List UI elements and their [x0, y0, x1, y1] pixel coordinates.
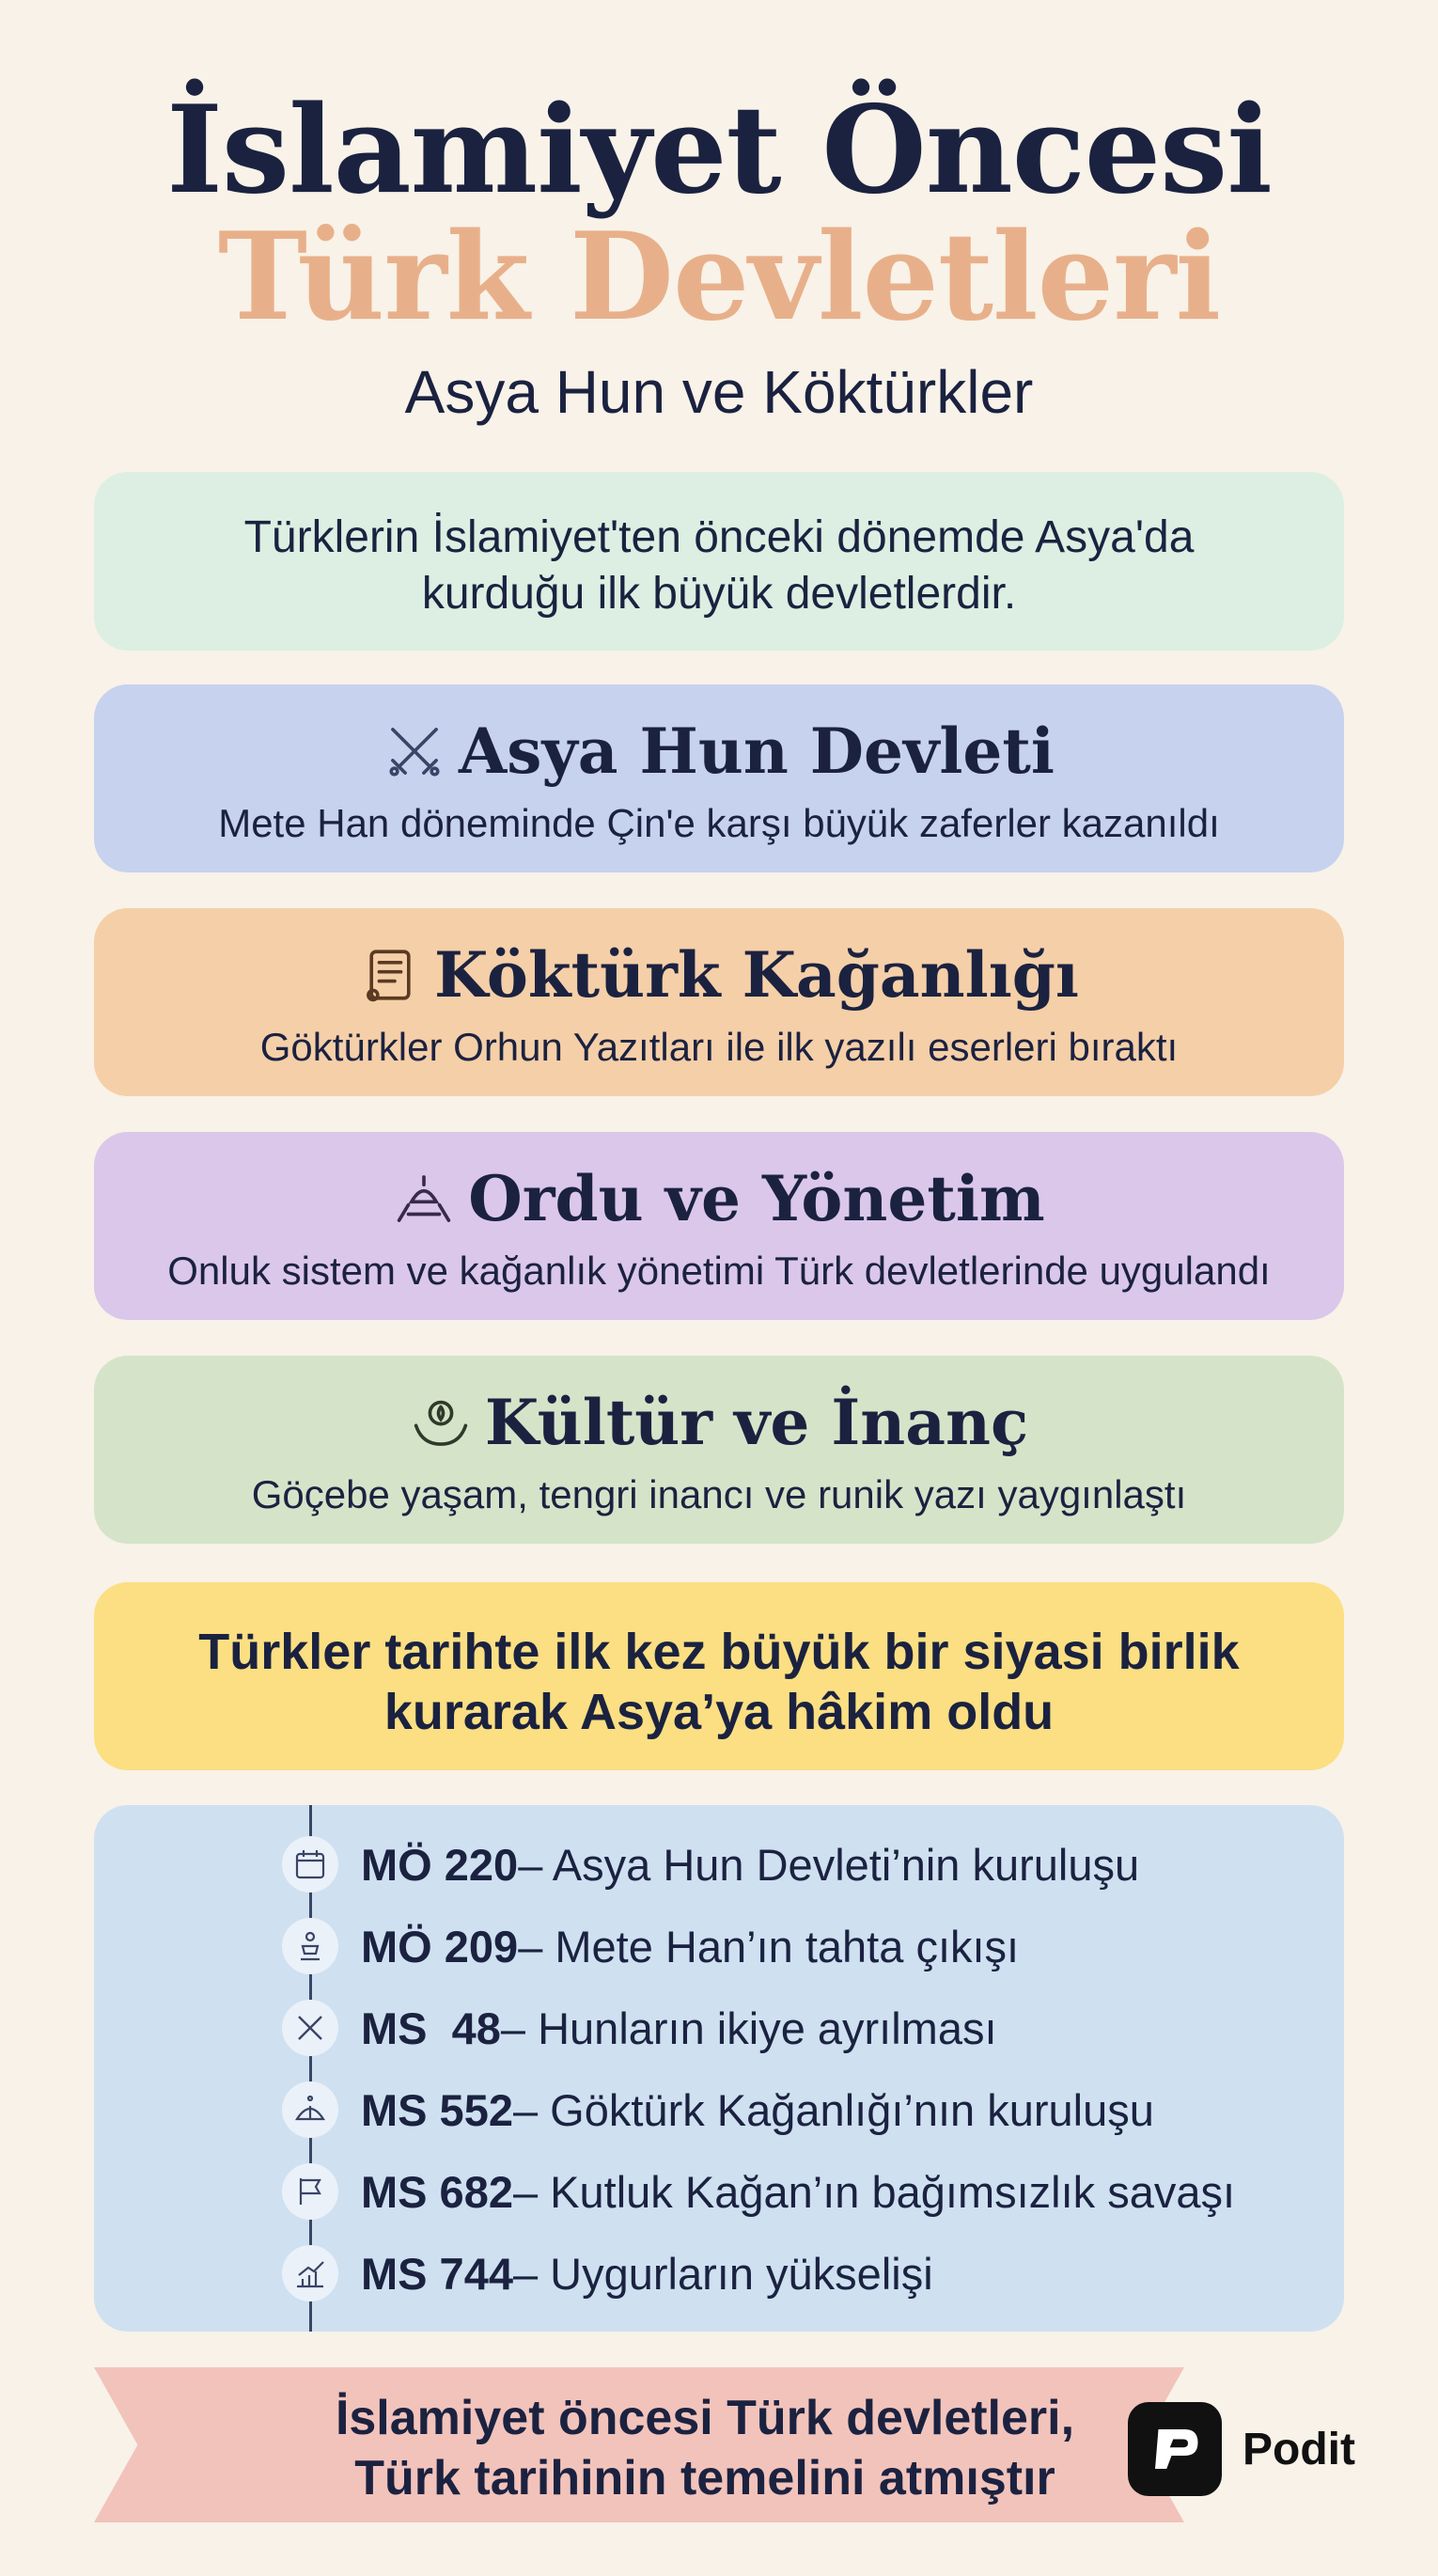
topic-title: Ordu ve Yönetim [468, 1162, 1045, 1235]
page-title-line2: Türk Devletleri [217, 207, 1221, 348]
topic-desc: Onluk sistem ve kağanlık yönetimi Türk devletlerinde uygulandı [167, 1249, 1271, 1293]
timeline-item [282, 2240, 933, 2306]
timeline-text: – Uygurların yükselişi [512, 2248, 933, 2299]
timeline-text: – Asya Hun Devleti’nin kuruluşu [518, 1839, 1140, 1890]
page-title-line1: İslamiyet Öncesi [166, 80, 1272, 221]
topic-desc: Göktürkler Orhun Yazıtları ile ilk yazılı eserleri bıraktı [259, 1025, 1179, 1069]
timeline-item [282, 2159, 1235, 2224]
timeline-item [282, 1995, 997, 2061]
brand-logo-icon [1128, 2402, 1222, 2496]
calendar-icon [291, 1846, 329, 1883]
topic-title: Asya Hun Devleti [459, 715, 1055, 788]
timeline-text: – Kutluk Kağan’ın bağımsızlık savaşı [512, 2166, 1236, 2217]
page-subtitle: Asya Hun ve Köktürkler [404, 358, 1034, 426]
highlight-line1: Türkler tarihte ilk kez büyük bir siyasi birlik [198, 1624, 1240, 1680]
topic-card-ordu [94, 1132, 1344, 1320]
intro-card [94, 472, 1344, 651]
timeline-card [94, 1805, 1344, 2332]
intro-line1: Türklerin İslamiyet'ten önceki dönemde Asya'da [243, 512, 1195, 562]
yurt-icon [291, 2091, 329, 2128]
highlight-card [94, 1582, 1344, 1770]
topic-card-kultur [94, 1356, 1344, 1544]
scroll-icon [359, 944, 421, 1006]
timeline-year: MS 552 [361, 2084, 513, 2135]
rising-chart-icon [291, 2254, 329, 2292]
intro-line2: kurduğu ilk büyük devletlerdir. [421, 569, 1017, 619]
throne-icon [291, 1927, 329, 1965]
timeline-text: – Hunların ikiye ayrılması [500, 2003, 997, 2053]
timeline-item [282, 2077, 1154, 2143]
topic-card-kokturk [94, 908, 1344, 1096]
timeline-year: MÖ 209 [361, 1921, 519, 1971]
flag-icon [291, 2173, 329, 2210]
topic-desc: Mete Han döneminde Çin'e karşı büyük zaferler kazanıldı [218, 801, 1220, 845]
timeline-year: MS 48 [361, 2003, 501, 2053]
topic-card-asya-hun [94, 684, 1344, 872]
footer-line1: İslamiyet öncesi Türk devletleri, [335, 2391, 1075, 2445]
timeline-year: MÖ 220 [361, 1839, 519, 1890]
brand-name: Podit [1243, 2425, 1355, 2474]
topic-desc: Göçebe yaşam, tengri inancı ve runik yazı yaygınlaştı [251, 1472, 1187, 1516]
footer-line2: Türk tarihinin temelini atmıştır [354, 2451, 1055, 2505]
crossed-swords-icon [383, 720, 445, 782]
timeline-item [282, 1913, 1019, 1979]
timeline-year: MS 682 [361, 2166, 513, 2217]
crossed-swords-icon [291, 2009, 329, 2047]
hands-flame-icon [410, 1391, 472, 1453]
army-helmet-icon [393, 1168, 455, 1230]
topic-title: Kültür ve İnanç [484, 1386, 1029, 1459]
footer-text [235, 2388, 1175, 2508]
timeline-text: – Mete Han’ın tahta çıkışı [518, 1921, 1020, 1971]
timeline-item [282, 1831, 1139, 1897]
timeline-year: MS 744 [361, 2248, 513, 2299]
timeline-text: – Göktürk Kağanlığı’nın kuruluşu [512, 2084, 1154, 2135]
highlight-line2: kurarak Asya’ya hâkim oldu [383, 1684, 1055, 1740]
topic-title: Köktürk Kağanlığı [433, 938, 1079, 1012]
